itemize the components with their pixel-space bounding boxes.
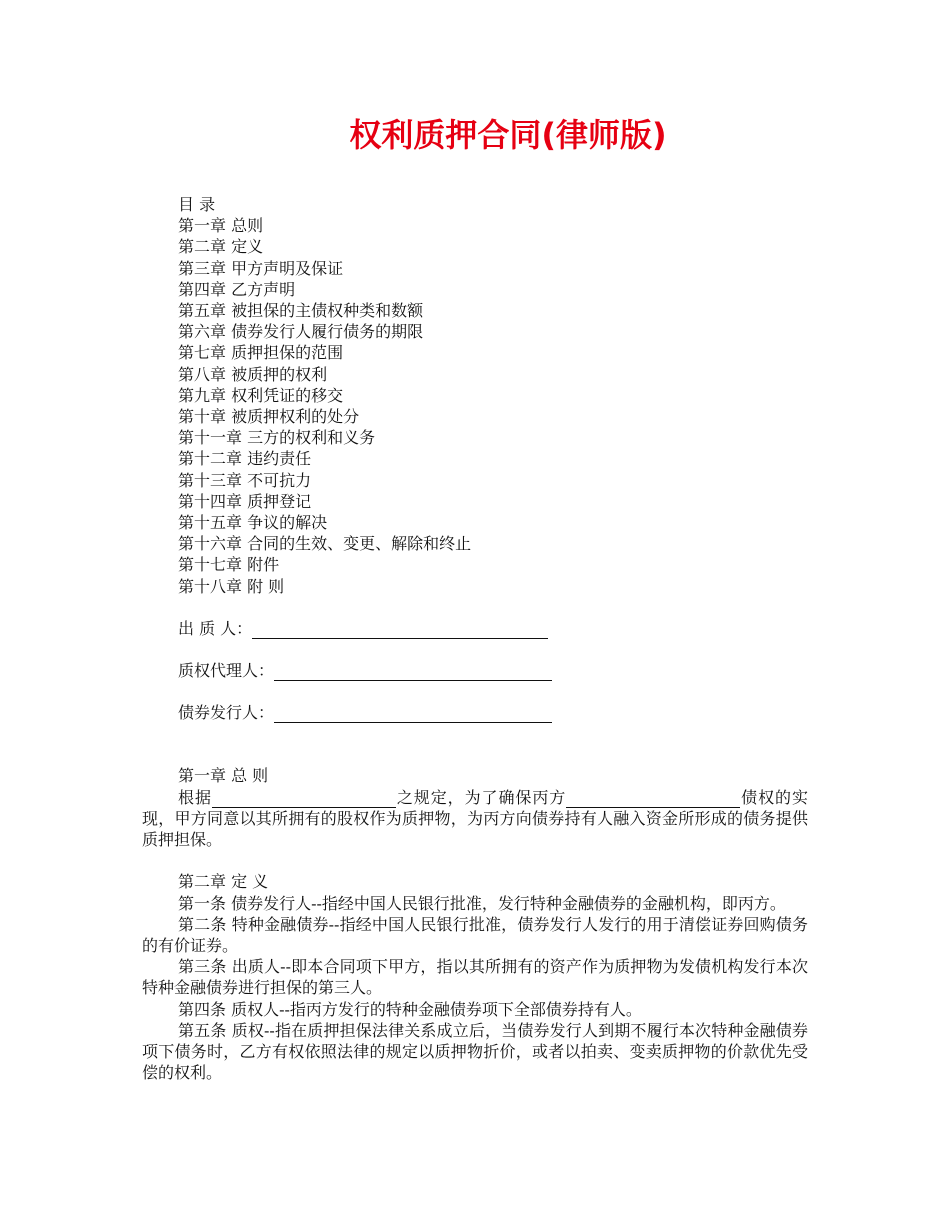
chapter-1-paragraph — [142, 787, 808, 851]
signature-pledgor — [142, 618, 808, 639]
paragraph-text: 债权的实现，甲方同意以其所拥有的股权作为质押物，为丙方向债券持有人融入资金所形成的债务提供质押担保。 — [142, 787, 808, 850]
article: 第一条 债券发行人--指经中国人民银行批准，发行特种金融债券的金融机构，即丙方。 — [178, 893, 786, 913]
article: 第四条 质权人--指丙方发行的特种金融债券项下全部债券持有人。 — [178, 999, 642, 1019]
signature-line[interactable] — [252, 619, 548, 639]
signature-label: 质权代理人： — [178, 661, 275, 681]
toc-item: 第二章 定义 — [178, 237, 264, 257]
toc-item: 第十五章 争议的解决 — [178, 513, 328, 533]
signature-line[interactable] — [274, 703, 552, 723]
toc-item: 第十一章 三方的权利和义务 — [178, 428, 376, 448]
toc-item: 第十四章 质押登记 — [178, 491, 312, 511]
article: 第三条 出质人--即本合同项下甲方，指以其所拥有的资产作为质押物为发债机构发行本次特种金融债券进行担保的第三人。 — [142, 957, 808, 998]
document-body — [142, 194, 808, 1084]
paragraph-text: 根据 — [178, 787, 212, 807]
fill-in-blank[interactable] — [566, 789, 740, 808]
fill-in-blank[interactable] — [212, 789, 396, 808]
document-title: 权利质押合同(律师版) — [349, 116, 667, 154]
toc-item: 第十六章 合同的生效、变更、解除和终止 — [178, 534, 472, 554]
toc-item: 第四章 乙方声明 — [178, 279, 296, 299]
signature-bond-issuer — [142, 702, 808, 723]
toc-heading: 目 录 — [178, 195, 216, 214]
chapter-2-heading: 第二章 定 义 — [178, 872, 269, 892]
toc-item: 第一章 总则 — [178, 216, 264, 236]
signature-label: 债券发行人： — [178, 703, 275, 723]
toc-item: 第五章 被担保的主债权种类和数额 — [178, 301, 424, 321]
toc-item: 第八章 被质押的权利 — [178, 364, 328, 384]
toc-item: 第六章 债券发行人履行债务的期限 — [178, 322, 424, 342]
toc-item: 第九章 权利凭证的移交 — [178, 385, 344, 405]
toc-item: 第十章 被质押权利的处分 — [178, 407, 360, 427]
toc-item: 第十二章 违约责任 — [178, 449, 312, 469]
toc-item: 第七章 质押担保的范围 — [178, 343, 344, 363]
signature-label: 出 质 人： — [178, 618, 253, 638]
signature-pledge-agent — [142, 660, 808, 681]
chapter-1-heading: 第一章 总 则 — [178, 766, 269, 786]
toc-item: 第三章 甲方声明及保证 — [178, 258, 344, 278]
paragraph-text: 之规定，为了确保丙方 — [395, 787, 567, 807]
signature-line[interactable] — [274, 661, 552, 681]
toc-item: 第十三章 不可抗力 — [178, 470, 312, 490]
toc-item: 第十八章 附 则 — [178, 576, 285, 596]
article: 第二条 特种金融债券--指经中国人民银行批准，债券发行人发行的用于清偿证券回购债务的有价证券。 — [142, 914, 808, 956]
article: 第五条 质权--指在质押担保法律关系成立后，当债券发行人到期不履行本次特种金融债券项下债务时，乙方有权依照法律的规定以质押物折价，或者以拍卖、变卖质押物的价款优先受偿的权利。 — [142, 1020, 808, 1083]
toc-item: 第十七章 附件 — [178, 555, 280, 575]
